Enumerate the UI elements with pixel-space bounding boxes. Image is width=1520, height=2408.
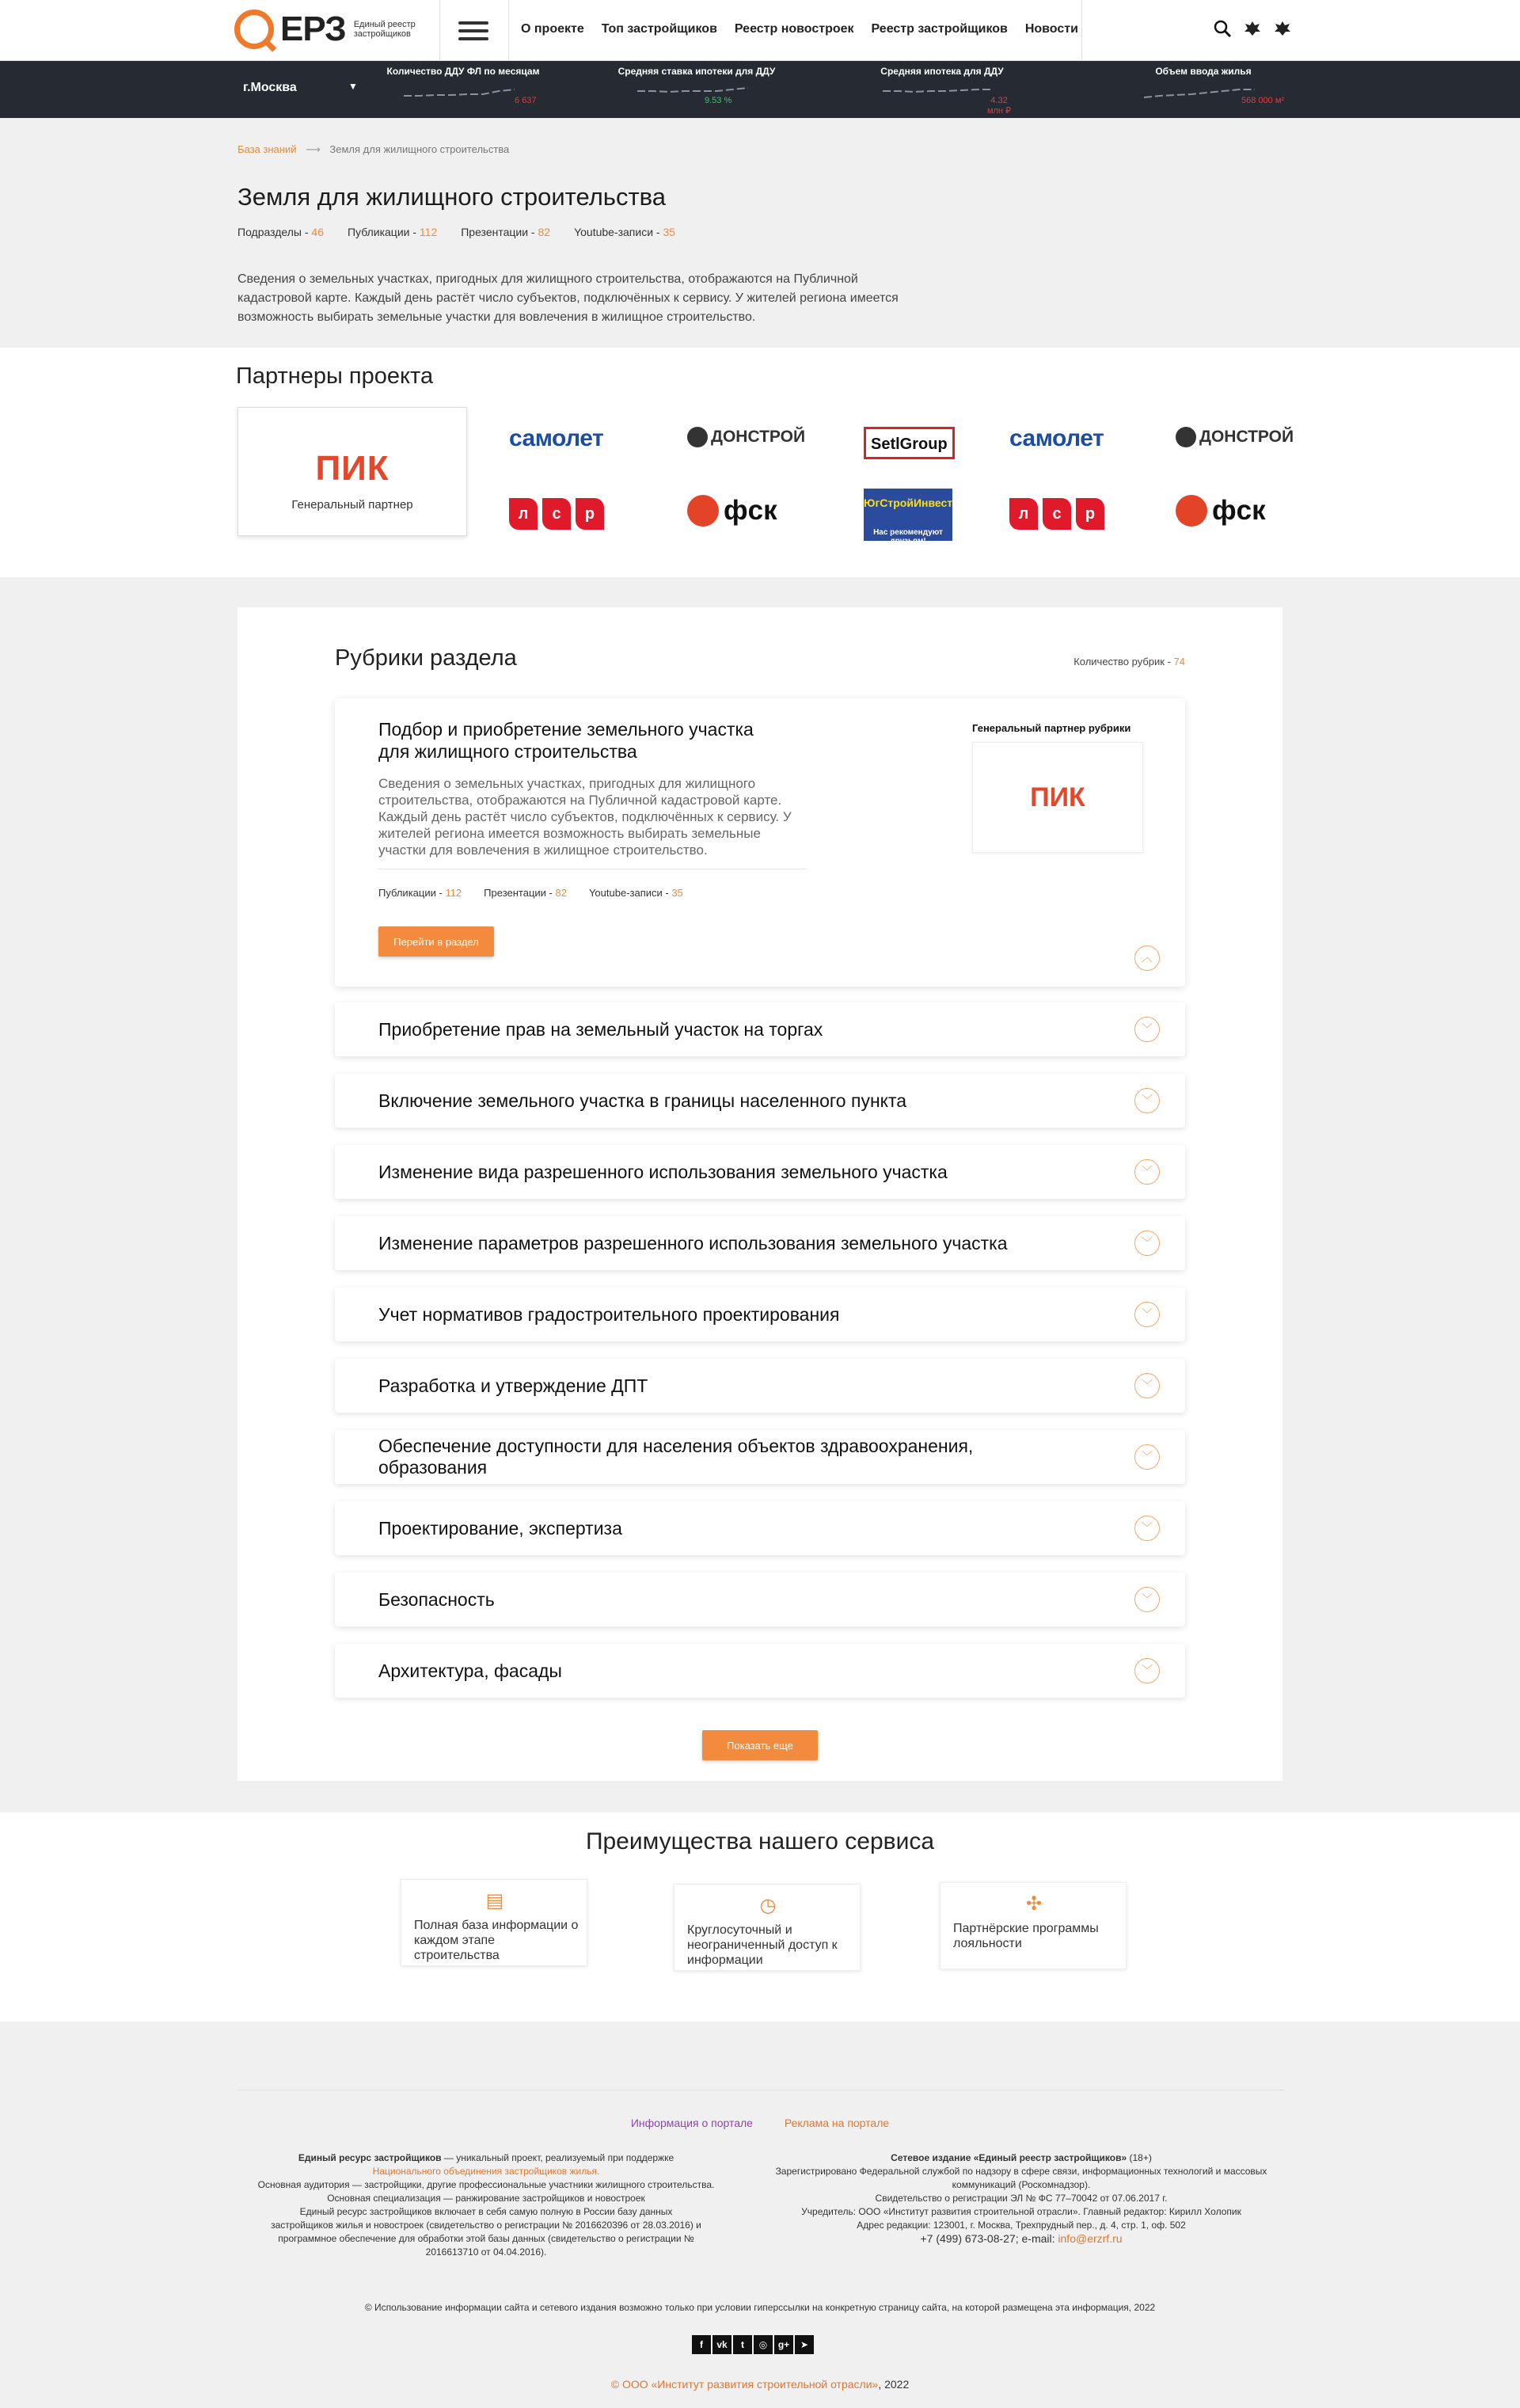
ticker-value: 568 000 м² [1241,96,1285,105]
advantage-card [401,1879,587,1966]
chevron-down-icon[interactable]: ﹀ [1134,1017,1160,1042]
rubric-item[interactable] [335,1145,1185,1199]
rubric-item[interactable] [335,1288,1185,1341]
stat-presentations: Презентации - 82 [484,887,567,899]
partners-section [0,348,1520,577]
google-plus-icon[interactable]: g+ [774,2335,793,2354]
ticker-item[interactable] [380,66,546,105]
footer-link-ads[interactable]: Реклама на портале [784,2117,890,2129]
ticker-label: Количество ДДУ ФЛ по месяцам [386,66,540,77]
stat-publications: Публикации - 112 [347,226,438,238]
advantages-section [0,1813,1520,2022]
rubric-title[interactable]: Подбор и приобретение земельного участка для жилищного строительства [378,719,754,762]
sparkline-icon [404,82,522,99]
main-nav [521,22,1078,36]
yugstroyinvest-logo[interactable]: ЮгСтройИнвест Нас рекомендуют друзьям! [864,489,952,541]
partners-icon: ✣ [1025,1893,1043,1915]
database-icon: ▤ [485,1890,504,1912]
eagle-icon[interactable] [1243,19,1262,43]
stats-ticker [0,61,1520,118]
page-title: Земля для жилищного строительства [238,183,667,211]
go-to-section-button[interactable]: Перейти в раздел [378,926,494,957]
fsk-mark-icon [1176,495,1207,527]
ticker-label: Объем ввода жилья [1155,66,1252,77]
rubrics-title: Рубрики раздела [335,645,517,671]
chevron-down-icon[interactable]: ﹀ [1134,1373,1160,1398]
stat-presentations: Презентации - 82 [461,226,551,238]
header-icons [1213,19,1292,43]
facebook-icon[interactable]: f [692,2335,711,2354]
footer [0,2022,1520,2408]
footer-link-about[interactable]: Информация о портале [630,2117,753,2129]
advantage-text: Партнёрские программы лояльности [953,1922,1099,1950]
telegram-icon[interactable]: ➤ [795,2335,814,2354]
rubric-item-title: Включение земельного участка в границы населенного пункта [378,1090,907,1111]
organization-link[interactable]: © ООО «Институт развития строительной отрасли» [610,2378,879,2391]
chevron-down-icon[interactable]: ▼ [348,81,358,92]
breadcrumb-current: Земля для жилищного строительства [329,143,510,155]
footer-about: Единый ресурс застройщиков — уникальный проект, реализуемый при поддержке Национального объединения застройщиков жилья. Основная аудитория — застройщики, другие профессиональные участники жилищного строительства. Основная специализация — ранжирование застройщиков и новостроек Единый ресурс застройщиков включает в себя самую полную в России базу данных застройщиков жилья и новостроек (свидетельство о регистрации № 2016620396 от 28.03.2016) и программное обеспечение для обработки этой базы данных (свидетельство о регистрации № 2016613710 от 04.04.2016). [257,2152,715,2258]
advantages-title: Преимущества нашего сервиса [585,1828,935,1855]
search-icon[interactable] [1213,19,1232,43]
instagram-icon[interactable]: ◎ [754,2335,773,2354]
chevron-down-icon[interactable]: ﹀ [1134,1516,1160,1541]
ticker-item[interactable] [871,66,1013,116]
eagle-icon[interactable] [1273,19,1292,43]
show-more-button[interactable]: Показать еще [702,1730,818,1760]
donstroy-mark-icon [1176,427,1196,447]
chevron-down-icon[interactable]: ﹀ [1134,1302,1160,1327]
twitter-icon[interactable]: t [733,2335,752,2354]
rubric-item-title: Безопасность [378,1588,495,1610]
donstroy-logo[interactable]: ДОНСТРОЙ [1176,427,1294,447]
rubric-partner-card[interactable] [972,742,1143,853]
partners-title: Партнеры проекта [236,363,434,389]
general-partner-card[interactable] [238,407,467,536]
footer-legal: Сетевое издание «Единый реестр застройщиков» (18+) Зарегистрировано Федеральной службой по надзору в сфере связи, информационных технологий и массовых коммуникаций (Роскомнадзор). Свидетельство о регистрации ЭЛ № ФС 77–70042 от 07.06.2017 г. Учредитель: ООО «Институт развития строительной отрасли». Главный редактор: Кирилл Холопик Адрес редакции: 123001, г. Москва, Трехпрудный пер., д. 4, стр. 1, оф. 502 +7 (499) 673-08-27; e-mail: info@erzrf.ru [775,2152,1267,2245]
rubric-item-title: Изменение параметров разрешенного использования земельного участка [378,1232,1008,1253]
ticker-value: 9.53 % [705,96,732,105]
logo-text: ЕРЗ [280,10,346,48]
city-select[interactable]: г.Москва [243,81,297,94]
ticker-value: 6 637 [515,96,537,105]
breadcrumb [238,143,509,156]
arrow-right-icon: ⟶ [306,143,321,155]
divider [508,0,509,61]
chevron-down-icon[interactable]: ﹀ [1134,1231,1160,1256]
rubric-card-expanded [335,698,1185,987]
nav-developers-registry[interactable]: Реестр застройщиков [871,22,1008,36]
samolet-logo[interactable]: самолет [1009,425,1104,451]
page-stats [238,226,675,238]
rubric-item[interactable] [335,1644,1185,1698]
setl-group-logo[interactable]: SetlGroup [864,427,955,459]
menu-icon[interactable] [458,21,488,40]
top-header [0,0,1520,61]
rubric-item-title: Обеспечение доступности для населения объектов здравоохранения, образования [378,1436,974,1478]
rubric-item-title: Архитектура, фасады [378,1660,562,1681]
chevron-down-icon[interactable]: ﹀ [1134,1658,1160,1683]
stat-subsections: Подразделы - 46 [238,226,324,238]
ticker-label: Средняя ипотека для ДДУ [880,66,1004,77]
fsk-mark-icon [687,495,719,527]
divider [1081,0,1082,61]
pik-logo: ПИК [315,449,390,488]
social-links [692,2335,814,2354]
rubric-item[interactable] [335,1359,1185,1413]
general-partner-caption: Генеральный партнер [291,498,413,512]
rubric-stats [378,887,683,899]
ticker-label: Средняя ставка ипотеки для ДДУ [618,66,776,77]
clock-icon: ◷ [759,1895,777,1916]
rubric-item-title: Разработка и утверждение ДПТ [378,1375,648,1396]
nav-about[interactable]: О проекте [521,22,584,36]
rubric-item[interactable] [335,1430,1185,1484]
breadcrumb-link[interactable]: База знаний [238,143,297,155]
samolet-logo[interactable]: самолет [509,425,604,451]
advantage-card [674,1884,861,1971]
stat-youtube: Youtube-записи - 35 [574,226,676,238]
vk-icon[interactable]: vk [712,2335,732,2354]
nav-news[interactable]: Новости [1024,22,1078,36]
footer-links [0,2117,1520,2129]
rubric-item[interactable] [335,1501,1185,1555]
page-hero [0,118,1520,348]
chevron-down-icon[interactable]: ﹀ [1134,1088,1160,1113]
advantage-text: Полная база информации о каждом этапе строительства [414,1919,579,1962]
logo[interactable] [234,10,425,49]
rubric-item[interactable] [335,1573,1185,1626]
chevron-down-icon[interactable]: ﹀ [1134,1587,1160,1612]
chevron-down-icon[interactable]: ﹀ [1134,1444,1160,1470]
ticker-item[interactable] [610,66,784,105]
page-description: Сведения о земельных участках, пригодных для жилищного строительства, отображаются на Публичной кадастровой карте. Каждый день растёт число субъектов, подключённых к сервису. У жителей региона имеется возможность выбирать земельные участки для вовлечения в жилищное строительство. [238,272,899,324]
copyright-note: © Использование информации сайта и сетевого издания возможно только при условии гиперссылки на конкретную страницу сайта, на которой размещена эта информация, 2022 [364,2302,1156,2313]
rubrics-panel [238,607,1282,1781]
divider [439,0,440,61]
rubrics-count: Количество рубрик - 74 [1074,656,1185,668]
donstroy-logo[interactable]: ДОНСТРОЙ [687,427,805,447]
lsr-logo[interactable]: л с р [509,498,604,530]
chevron-up-icon[interactable]: ︿ [1134,945,1160,971]
logo-q-icon [234,10,274,49]
rubric-partner-label: Генеральный партнер рубрики [972,722,1131,734]
logo-subtitle: Единый реестр застройщиков [353,20,416,39]
rubric-description: Сведения о земельных участках, пригодных для жилищного строительства, отображаются на Публичной кадастровой карте. Каждый день растёт число субъектов, подключённых к сервису. У жителей региона имеется возможность выбирать земельные участки для вовлечения в жилищное строительство. [378,776,792,858]
nozh-link[interactable]: Национального объединения застройщиков жилья. [372,2166,600,2177]
rubric-item[interactable] [335,1074,1185,1128]
rubric-item-title: Приобретение прав на земельный участок на торгах [378,1018,823,1040]
stat-youtube: Youtube-записи - 35 [588,887,683,899]
advantage-card [940,1882,1127,1969]
sparkline-icon [883,82,1001,99]
nav-top-developers[interactable]: Топ застройщиков [601,22,717,36]
ticker-value: 4.32 млн ₽ [986,96,1012,116]
nav-new-buildings[interactable]: Реестр новостроек [734,22,854,36]
advantage-text: Круглосуточный и неограниченный доступ к информации [687,1923,838,1967]
ticker-item[interactable] [1108,66,1298,105]
email-link[interactable]: info@erzrf.ru [1058,2232,1123,2245]
rubric-item[interactable] [335,1216,1185,1270]
rubrics-section [0,577,1520,1813]
sparkline-icon [637,82,756,99]
chevron-down-icon[interactable]: ﹀ [1134,1159,1160,1185]
fsk-logo[interactable]: фск [687,495,777,527]
pik-logo: ПИК [1030,782,1085,812]
stat-publications: Публикации - 112 [378,887,462,899]
rubric-item-title: Учет нормативов градостроительного проектирования [378,1303,840,1325]
rubric-item[interactable] [335,1002,1185,1056]
lsr-logo[interactable]: л с р [1009,498,1104,530]
rubric-item-title: Проектирование, экспертиза [378,1517,622,1539]
fsk-logo[interactable]: фск [1176,495,1266,527]
rubric-item-title: Изменение вида разрешенного использования земельного участка [378,1161,948,1182]
donstroy-mark-icon [687,427,708,447]
organization: © ООО «Институт развития строительной отрасли», 2022 [610,2378,910,2391]
